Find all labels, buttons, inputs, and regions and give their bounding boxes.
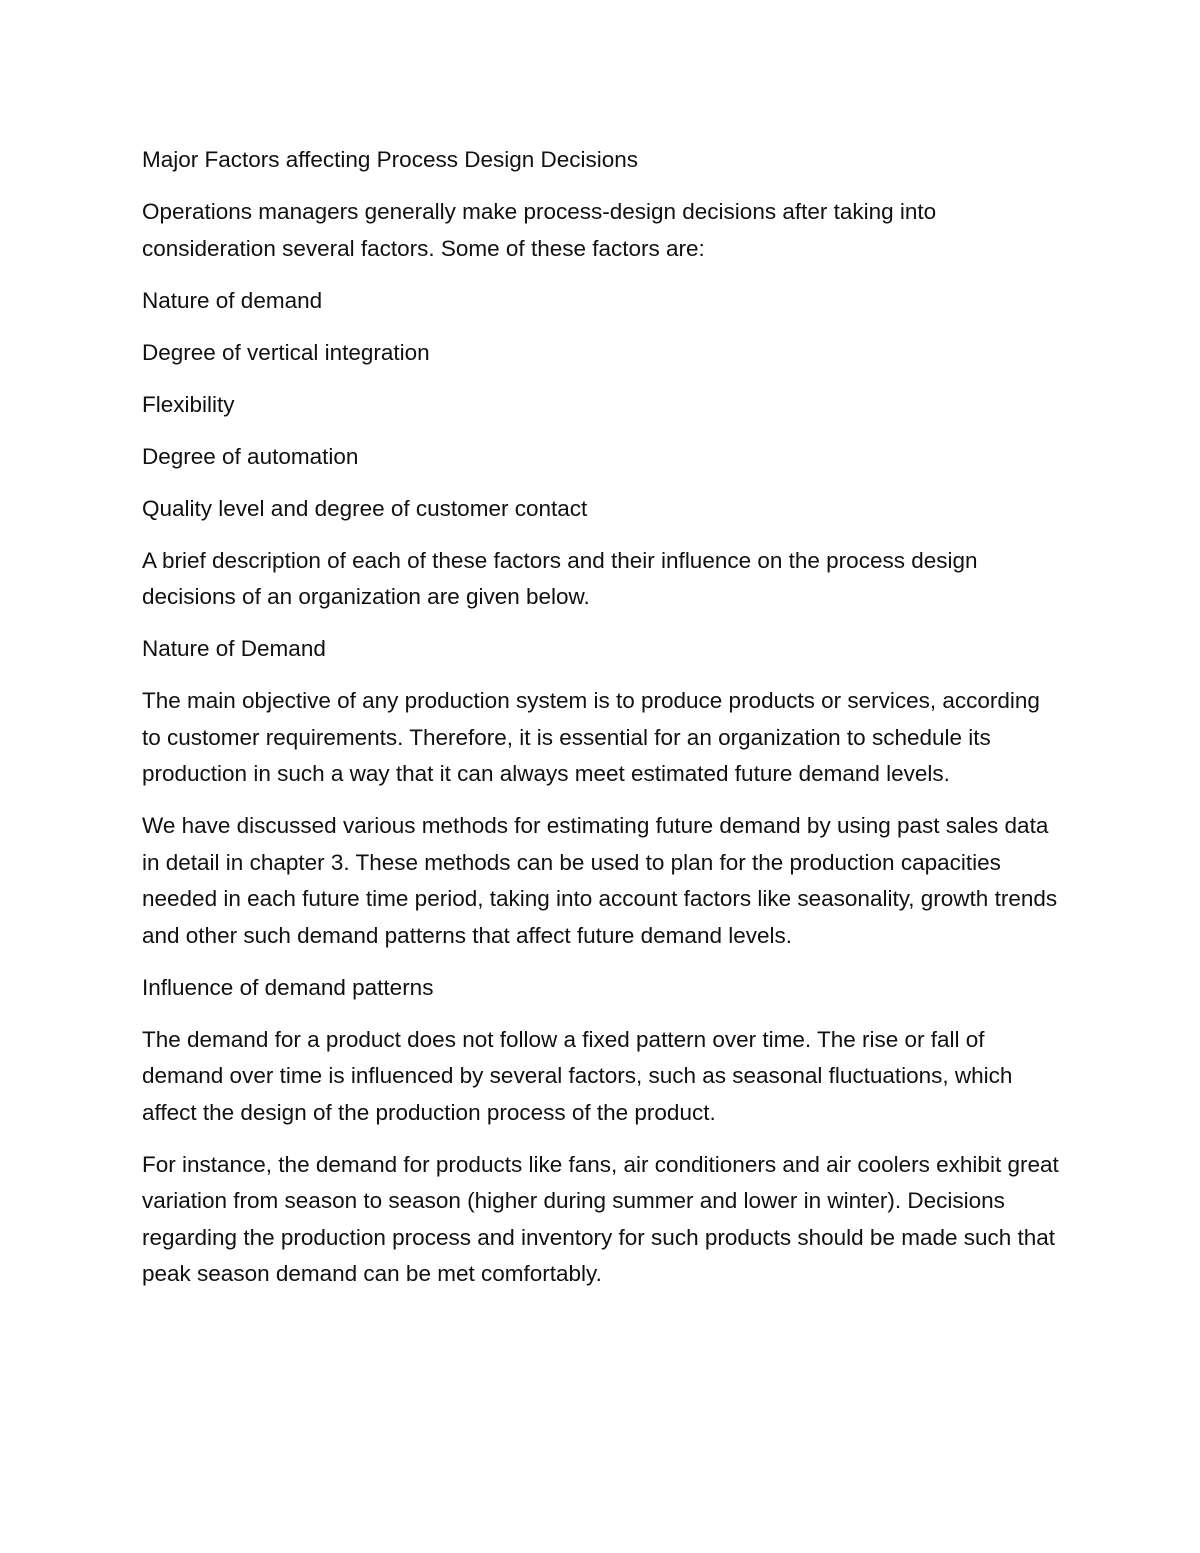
intro-paragraph: Operations managers generally make process-design decisions after taking into consideration several factors. Some of these factors are:	[142, 199, 937, 261]
body-paragraph: The main objective of any production system is to produce products or services, according to customer requirements. Therefore, it is essential for an organization to schedule its production in such a way that it can always meet estimated future demand levels.	[142, 688, 1040, 786]
subsection-heading: Influence of demand patterns	[142, 974, 434, 1000]
body-paragraph: For instance, the demand for products like fans, air conditioners and air coolers exhibit great variation from season to season (higher during summer and lower in winter). Decisions regarding the production process and inventory for such products should be made such that peak season demand can be met comfortably.	[142, 1151, 1059, 1286]
factor-item: Degree of vertical integration	[142, 339, 430, 365]
section-heading: Nature of Demand	[142, 636, 326, 661]
body-paragraph: We have discussed various methods for estimating future demand by using past sales data in detail in chapter 3. These methods can be used to plan for the production capacities needed in each future time period, taking into account factors like seasonality, growth trends and other such demand patterns that affect future demand levels.	[142, 813, 1058, 948]
document-title: Major Factors affecting Process Design Decisions	[142, 147, 639, 172]
factor-item: Quality level and degree of customer contact	[142, 495, 588, 521]
document-page	[142, 142, 1062, 1308]
factor-item: Nature of demand	[142, 287, 323, 313]
factor-item: Degree of automation	[142, 443, 359, 469]
factor-item: Flexibility	[142, 391, 235, 417]
body-paragraph: The demand for a product does not follow a fixed pattern over time. The rise or fall of demand over time is influenced by several factors, such as seasonal fluctuations, which affect the design of the production process of the product.	[142, 1026, 1013, 1125]
summary-paragraph: A brief description of each of these factors and their influence on the process design decisions of an organization are given below.	[142, 547, 978, 609]
